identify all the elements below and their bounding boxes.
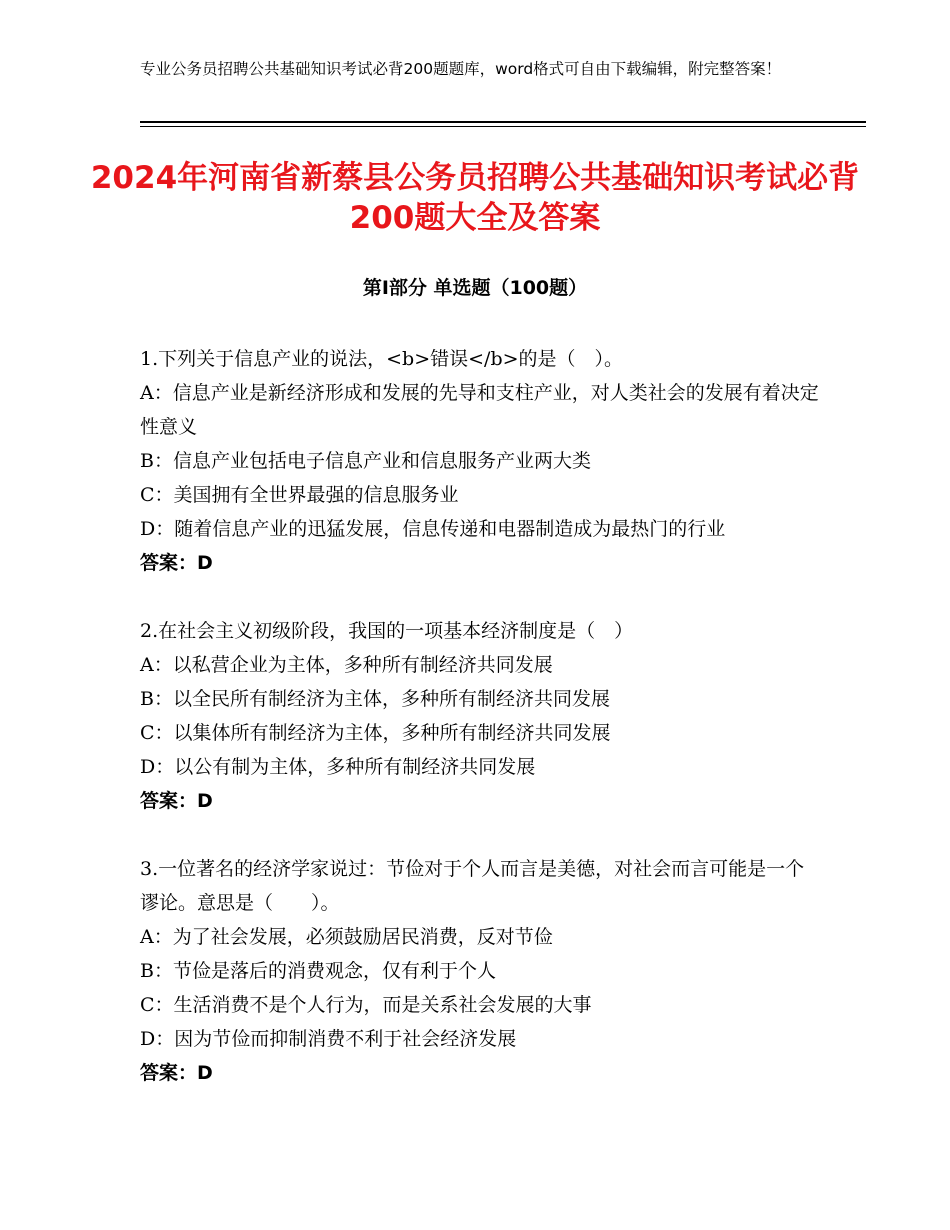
- question-3: [140, 852, 820, 1090]
- answer-prefix: 答案：: [140, 1062, 198, 1084]
- answer-line: [140, 784, 820, 818]
- question-list: [140, 342, 820, 1124]
- option-a: A：为了社会发展，必须鼓励居民消费，反对节俭: [140, 926, 553, 948]
- section-title: 第Ⅰ部分 单选题（100题）: [362, 277, 588, 299]
- document-title: 2024年河南省新蔡县公务员招聘公共基础知识考试必背200题大全及答案: [90, 160, 860, 236]
- question-2: [140, 614, 820, 818]
- option-d: D：因为节俭而抑制消费不利于社会经济发展: [140, 1028, 517, 1050]
- option-c: C：以集体所有制经济为主体，多种所有制经济共同发展: [140, 722, 611, 744]
- answer-value: D: [197, 790, 213, 812]
- answer-line: [140, 1056, 820, 1090]
- option-a: A：信息产业是新经济形成和发展的先导和支柱产业，对人类社会的发展有着决定性意义: [140, 382, 819, 438]
- answer-value: D: [197, 1062, 213, 1084]
- option-b: B：信息产业包括电子信息产业和信息服务产业两大类: [140, 450, 591, 472]
- header-note: 专业公务员招聘公共基础知识考试必背200题题库，word格式可自由下载编辑，附完整答案！: [140, 60, 782, 78]
- option-b: B：节俭是落后的消费观念，仅有利于个人: [140, 960, 496, 982]
- option-b: B：以全民所有制经济为主体，多种所有制经济共同发展: [140, 688, 610, 710]
- answer-line: [140, 546, 820, 580]
- answer-value: D: [197, 552, 213, 574]
- header-divider-thick: [140, 121, 866, 123]
- answer-prefix: 答案：: [140, 552, 198, 574]
- option-c: C：美国拥有全世界最强的信息服务业: [140, 484, 459, 506]
- answer-prefix: 答案：: [140, 790, 198, 812]
- question-stem: 3.一位著名的经济学家说过：节俭对于个人而言是美德，对社会而言可能是一个谬论。意思是（ ）。: [140, 858, 805, 914]
- option-c: C：生活消费不是个人行为，而是关系社会发展的大事: [140, 994, 592, 1016]
- question-stem: 1.下列关于信息产业的说法，<b>错误</b>的是（ ）。: [140, 348, 624, 370]
- header-divider-thin: [140, 126, 866, 127]
- question-1: [140, 342, 820, 580]
- option-d: D：随着信息产业的迅猛发展，信息传递和电器制造成为最热门的行业: [140, 518, 726, 540]
- question-stem: 2.在社会主义初级阶段，我国的一项基本经济制度是（ ）: [140, 620, 634, 642]
- option-d: D：以公有制为主体，多种所有制经济共同发展: [140, 756, 536, 778]
- option-a: A：以私营企业为主体，多种所有制经济共同发展: [140, 654, 553, 676]
